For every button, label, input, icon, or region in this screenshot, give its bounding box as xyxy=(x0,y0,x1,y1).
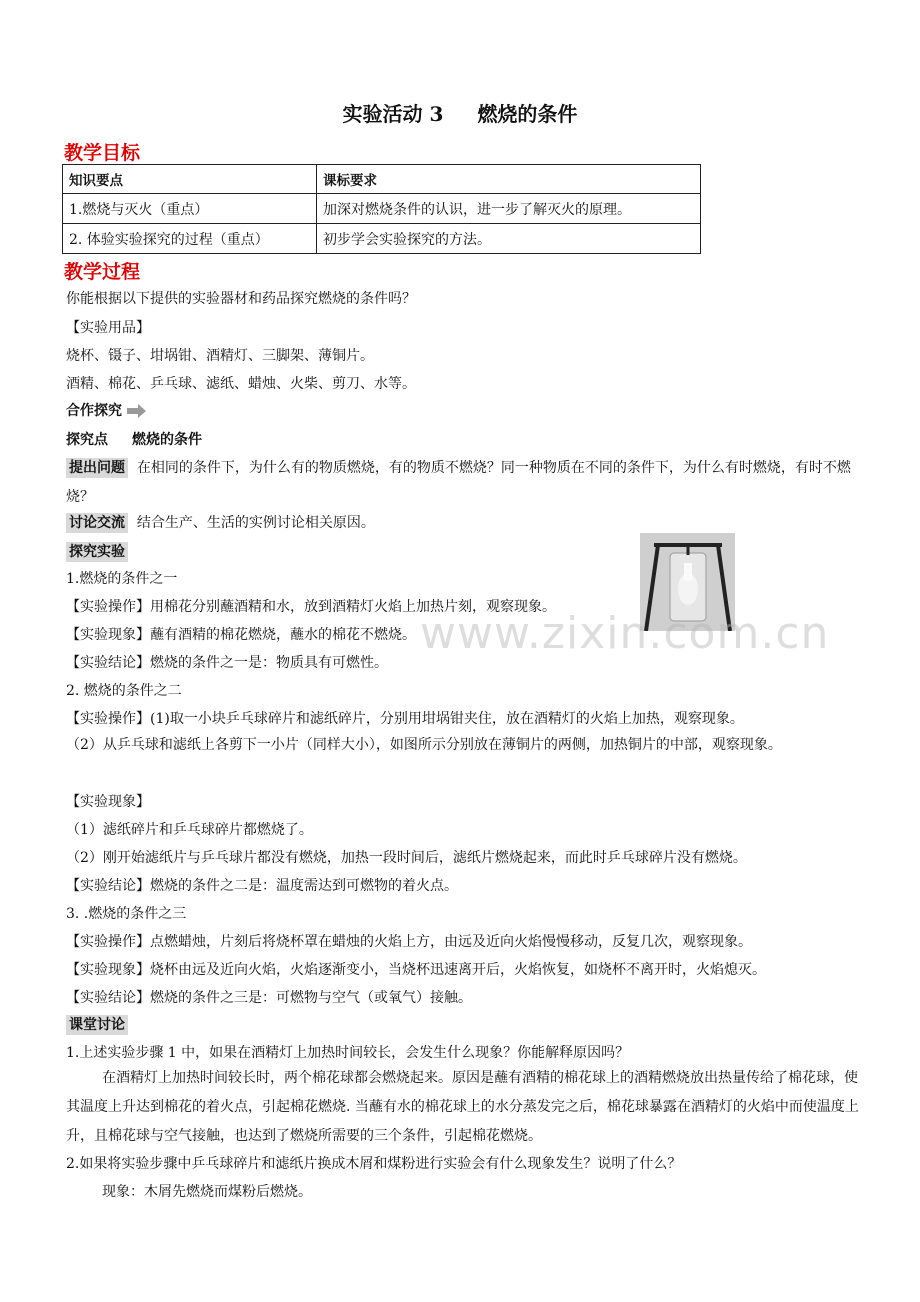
process-heading: 教学过程 xyxy=(64,261,141,283)
discussion-answer-2: 现象：木屑先燃烧而煤粉后燃烧。 xyxy=(102,1184,312,1200)
discussion-question-2: 2.如果将实验步骤中乒乓球碎片和滤纸片换成木屑和煤粉进行实验会有什么现象发生？说明了什么？ xyxy=(66,1156,682,1172)
discussion-heading-text: 课堂讨论 xyxy=(66,1015,128,1035)
point-title: 燃烧的条件 xyxy=(132,432,202,448)
table-cell: 2. 体验实验探究的过程（重点） xyxy=(63,224,317,254)
table-cell: 1.燃烧与灭火（重点） xyxy=(63,194,317,224)
exp1-phenomenon: 【实验现象】蘸有酒精的棉花燃烧，蘸水的棉花不燃烧。 xyxy=(66,627,416,643)
exp2-phenomenon-1: （1）滤纸碎片和乒乓球碎片都燃烧了。 xyxy=(66,822,313,838)
supplies-line-2: 酒精、棉花、乒乓球、滤纸、蜡烛、火柴、剪刀、水等。 xyxy=(66,376,416,392)
discussion-block xyxy=(66,512,375,532)
table-cell: 加深对燃烧条件的认识，进一步了解灭火的原理。 xyxy=(317,194,701,224)
arrow-right-icon xyxy=(127,404,147,418)
question-block xyxy=(66,454,866,512)
exp2-title: 2. 燃烧的条件之二 xyxy=(66,683,182,699)
discussion-label: 讨论交流 xyxy=(66,513,128,533)
point-heading xyxy=(66,429,202,449)
supplies-label: 【实验用品】 xyxy=(66,320,150,336)
exp1-operation: 【实验操作】用棉花分别蘸酒精和水，放到酒精灯火焰上加热片刻，观察现象。 xyxy=(66,599,556,615)
intro-text: 你能根据以下提供的实验器材和药品探究燃烧的条件吗？ xyxy=(66,291,416,307)
page-title xyxy=(0,98,920,127)
coop-label: 合作探究 xyxy=(66,403,122,419)
exp2-phenomenon-2: （2）刚开始滤纸片与乒乓球片都没有燃烧，加热一段时间后，滤纸片燃烧起来，而此时乒乓球碎片没有燃烧。 xyxy=(66,850,747,866)
exp3-title: 3. .燃烧的条件之三 xyxy=(66,906,187,922)
exp2-operation-1: 【实验操作】(1)取一小块乒乓球碎片和滤纸碎片，分别用坩埚钳夹住，放在酒精灯的火焰上加热，观察现象。 xyxy=(66,711,744,727)
experiment-label-text: 探究实验 xyxy=(66,542,128,562)
exp3-phenomenon: 【实验现象】烧杯由远及近向火焰，火焰逐渐变小，当烧杯迅速离开后，火焰恢复，如烧杯不离开时，火焰熄灭。 xyxy=(66,962,766,978)
exp3-conclusion: 【实验结论】燃烧的条件之三是：可燃物与空气（或氧气）接触。 xyxy=(66,990,472,1006)
experiment-label xyxy=(66,541,128,561)
title-part1: 实验活动 3 xyxy=(342,102,444,126)
coop-heading xyxy=(66,400,147,420)
exp3-operation: 【实验操作】点燃蜡烛，片刻后将烧杯罩在蜡烛的火焰上方，由远及近向火焰慢慢移动，反复几次，观察现象。 xyxy=(66,934,752,950)
column-header: 知识要点 xyxy=(63,165,317,194)
question-text: 在相同的条件下，为什么有的物质燃烧，有的物质不燃烧？同一种物质在不同的条件下，为什么有时燃烧，有时不燃烧？ xyxy=(66,460,851,505)
point-label: 探究点 xyxy=(66,432,108,448)
discussion-heading xyxy=(66,1014,128,1034)
discussion-text: 结合生产、生活的实例讨论相关原因。 xyxy=(136,515,375,531)
table-row xyxy=(63,194,701,224)
goals-table xyxy=(62,164,701,254)
exp2-phenomenon-label: 【实验现象】 xyxy=(66,794,150,810)
exp2-operation-2: （2）从乒乓球和滤纸上各剪下一小片（同样大小），如图所示分别放在薄铜片的两侧，加热铜片的中部，观察现象。 xyxy=(66,737,782,753)
watermark: www.zixin.com.cn xyxy=(420,608,830,659)
exp1-conclusion: 【实验结论】燃烧的条件之一是：物质具有可燃性。 xyxy=(66,655,388,671)
goals-heading: 教学目标 xyxy=(64,142,141,164)
table-header-row xyxy=(63,165,701,194)
table-row xyxy=(63,224,701,254)
title-part2: 燃烧的条件 xyxy=(477,102,578,126)
exp2-conclusion: 【实验结论】燃烧的条件之二是：温度需达到可燃物的着火点。 xyxy=(66,878,458,894)
discussion-question-1: 1.上述实验步骤 1 中，如果在酒精灯上加热时间较长，会发生什么现象？你能解释原因吗？ xyxy=(66,1045,630,1061)
table-cell: 初步学会实验探究的方法。 xyxy=(317,224,701,254)
question-label: 提出问题 xyxy=(66,458,128,478)
exp1-title: 1.燃烧的条件之一 xyxy=(66,571,178,587)
supplies-line-1: 烧杯、镊子、坩埚钳、酒精灯、三脚架、薄铜片。 xyxy=(66,348,374,364)
column-header: 课标要求 xyxy=(317,165,701,194)
discussion-answer-1: 在酒精灯上加热时间较长时，两个棉花球都会燃烧起来。原因是蘸有酒精的棉花球上的酒精燃烧放出热量传给了棉花球，使其温度上升达到棉花的着火点，引起棉花燃烧. 当蘸有水的棉花球上的水分蒸发完之后，棉花球暴露在酒精灯的火焰中而使温度上升，且棉花球与空气接触，也达到了燃烧所需要的三个条件，引起棉花燃烧。 xyxy=(66,1070,859,1144)
